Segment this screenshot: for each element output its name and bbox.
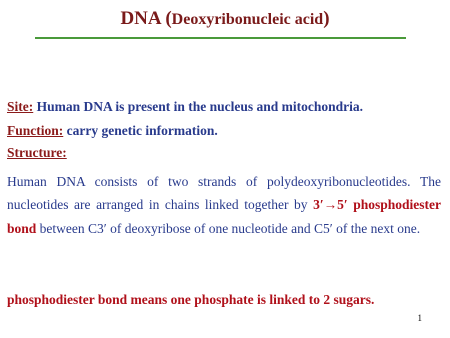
structure-label: Structure:: [7, 145, 67, 160]
site-label: Site:: [7, 99, 34, 114]
structure-paragraph: [7, 170, 441, 240]
title-underline: [35, 37, 406, 39]
phosphodiester-note: phosphodiester bond means one phosphate is linked to 2 sugars.: [7, 292, 375, 307]
structure-line: [7, 144, 67, 162]
bond-term: phosphodiester bond: [7, 197, 441, 236]
site-line: [7, 98, 363, 116]
slide-title: [0, 7, 450, 32]
title-close: ): [323, 8, 330, 29]
function-text: carry genetic information.: [63, 123, 218, 138]
paragraph-part1: Human DNA consists of two strands of polydeoxyribonucleotides. The nucleotides are arranged in chains linked together by: [7, 174, 441, 213]
bond-direction: 3′→5′: [313, 197, 348, 213]
paragraph-part2: between C3′ of deoxyribose of one nucleotide and C5′ of the next one.: [36, 220, 421, 236]
function-line: [7, 122, 218, 140]
site-text: Human DNA is present in the nucleus and mitochondria.: [33, 99, 364, 114]
title-expansion: Deoxyribonucleic acid: [171, 11, 324, 28]
title-main: DNA (: [120, 8, 172, 29]
function-label: Function:: [7, 123, 64, 138]
page-number: 1: [417, 313, 422, 323]
